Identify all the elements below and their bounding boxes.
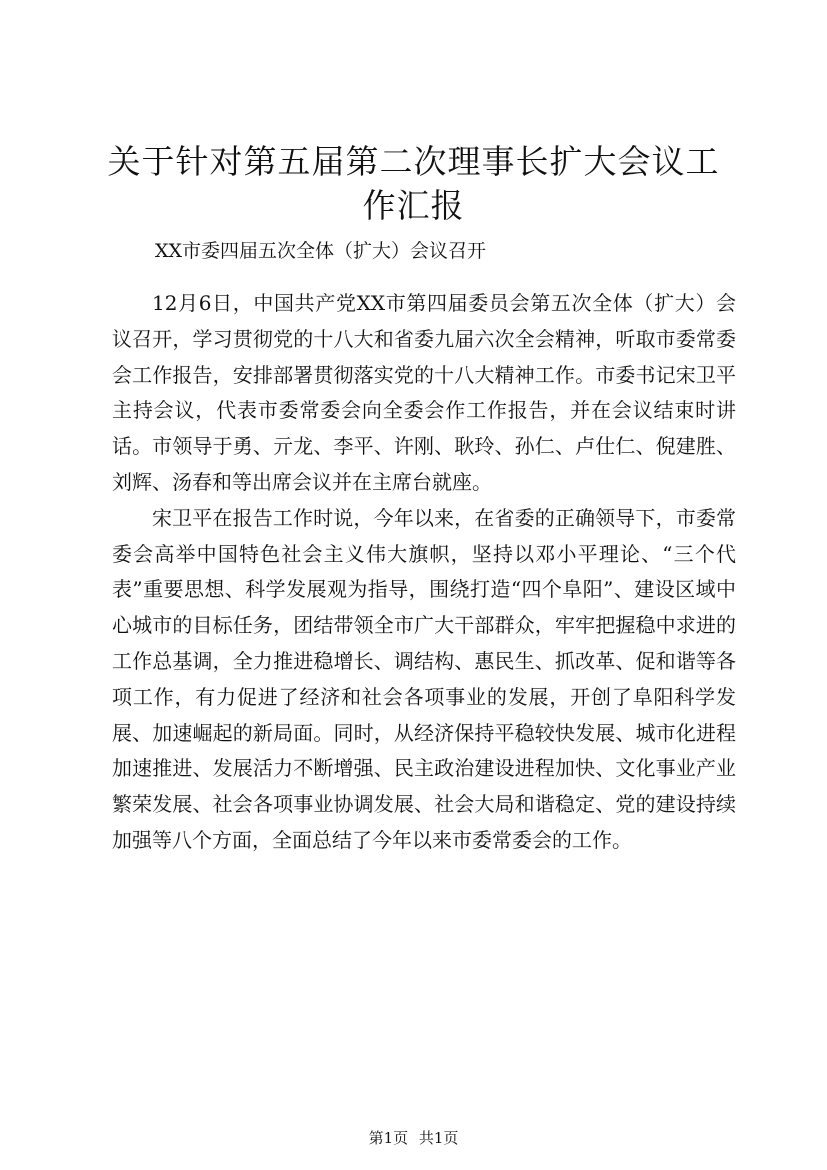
document-subtitle: XX市委四届五次全体（扩大）会议召开 (155, 240, 487, 262)
paragraph-report: 宋卫平在报告工作时说，今年以来，在省委的正确领导下，市委常委会高举中国特色社会主义伟大旗帜，坚持以邓小平理论、“三个代表”重要思想、科学发展观为指导，围绕打造“四个阜阳”、建设区域中心城市的目标任务，团结带领全市广大干部群众，牢牢把握稳中求进的工作总基调，全力推进稳增长、调结构、惠民生、抓改革、促和谐等各项工作，有力促进了经济和社会各项事业的发展，开创了阜阳科学发展、加速崛起的新局面。同时，从经济保持平稳较快发展、城市化进程加速推进、发展活力不断增强、民主政治建设进程加快、文化事业产业繁荣发展、社会各项事业协调发展、社会大局和谐稳定、党的建设持续加强等八个方面，全面总结了今年以来市委常委会的工作。 (112, 505, 736, 852)
page-number-footer: 第1页 共1页 (368, 1129, 459, 1147)
document-body (112, 286, 736, 859)
paragraph-meeting: 12月6日，中国共产党XX市第四届委员会第五次全体（扩大）会议召开，学习贯彻党的十八大和省委九届六次全会精神，听取市委常委会工作报告，安排部署贯彻落实党的十八大精神工作。市委书记宋卫平主持会议，代表市委常委会向全委会作工作报告，并在会议结束时讲话。市领导于勇、亓龙、李平、许刚、耿玲、孙仁、卢仕仁、倪建胜、刘辉、汤春和等出席会议并在主席台就座。 (112, 291, 736, 494)
document-title: 关于针对第五届第二次理事长扩大会议工作汇报 (107, 142, 720, 225)
